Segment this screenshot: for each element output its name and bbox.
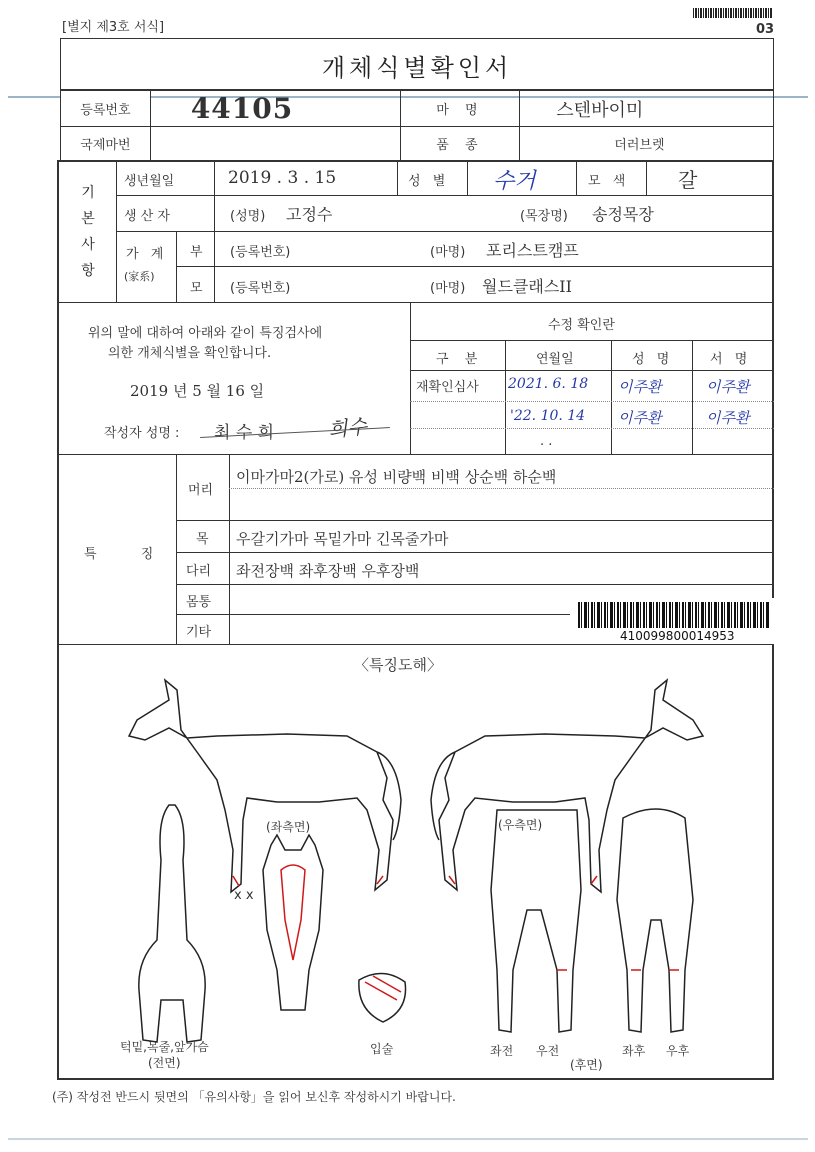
right-front-label: 우전 bbox=[536, 1044, 560, 1058]
writer-signature: 희수 bbox=[327, 414, 368, 442]
front-caption: 턱밑,목줄,앞가슴 bbox=[120, 1040, 209, 1054]
left-front-label: 좌전 bbox=[490, 1044, 514, 1058]
dam-value: 월드클래스II bbox=[482, 277, 572, 296]
breed-label: 품 종 bbox=[400, 127, 520, 161]
body-label: 몸통 bbox=[186, 595, 212, 610]
statement-line2: 의한 개체식별을 확인합니다. bbox=[108, 346, 272, 361]
left-hind-label: 좌후 bbox=[622, 1044, 646, 1058]
head-label: 머리 bbox=[188, 483, 214, 498]
horse-name-cell bbox=[520, 91, 774, 127]
amend-row1-type: 재확인심사 bbox=[416, 380, 479, 395]
right-hind-label: 우후 bbox=[666, 1044, 690, 1058]
amend-row2-name: 이주환 bbox=[618, 409, 662, 427]
barcode-number: 410099800014953 bbox=[620, 629, 735, 643]
head-marks: x x bbox=[234, 888, 254, 903]
writer-name: 최 수 희 bbox=[214, 423, 275, 443]
front-legs-view bbox=[491, 810, 581, 1032]
head-value: 이마가마2(가로) 유성 비량백 비백 상순백 하순백 bbox=[236, 468, 557, 486]
reg-no-cell bbox=[150, 91, 400, 127]
legs-label: 다리 bbox=[186, 564, 212, 579]
top-barcode bbox=[693, 8, 773, 18]
amend-row1-name: 이주환 bbox=[618, 378, 662, 396]
reg-no-value: 44105 bbox=[190, 92, 294, 125]
amend-row2-date: '22. 10. 14 bbox=[510, 408, 586, 424]
birth-value: 2019 . 3 . 15 bbox=[228, 168, 337, 188]
reg-no-label: 등록번호 bbox=[61, 91, 151, 127]
basic-section-label: 기본사항 bbox=[81, 185, 95, 279]
other-label: 기타 bbox=[186, 625, 212, 640]
amend-row3-date: . . bbox=[540, 434, 553, 449]
intl-no-value bbox=[150, 127, 400, 161]
lineage-label: 가 계 bbox=[126, 247, 168, 262]
right-side-label: (우측면) bbox=[498, 818, 543, 832]
breeder-name-label: (성명) bbox=[230, 209, 266, 224]
head-front-view bbox=[263, 835, 323, 1010]
col-date: 연월일 bbox=[536, 352, 574, 367]
front-view-label: (전면) bbox=[148, 1056, 181, 1070]
sire-value: 포리스트캠프 bbox=[486, 241, 579, 260]
diagram-title: 〈특징도해〉 bbox=[354, 656, 442, 674]
neck-value: 우갈기가마 목밑가마 긴목줄가마 bbox=[236, 530, 449, 548]
lineage-hanja: (家系) bbox=[124, 270, 155, 283]
barcode bbox=[578, 602, 770, 628]
amend-row1-sign: 이주환 bbox=[706, 378, 750, 396]
lips-label: 입술 bbox=[370, 1042, 394, 1056]
footer-note: (주) 작성전 반드시 뒷면의 「유의사항」을 읽어 보신후 작성하시기 바랍니다. bbox=[52, 1090, 456, 1104]
breeder-name-value: 고정수 bbox=[286, 205, 333, 224]
rear-view-label: (후면) bbox=[570, 1058, 603, 1072]
left-side-label: (좌측면) bbox=[266, 820, 311, 834]
statement-line1: 위의 말에 대하여 아래와 같이 특징검사에 bbox=[88, 326, 323, 341]
color-value: 갈 bbox=[678, 168, 698, 192]
breed-cell bbox=[520, 127, 774, 161]
form-label: [별지 제3호 서식] bbox=[62, 20, 165, 35]
color-label: 모 색 bbox=[588, 174, 630, 189]
amend-row2-sign: 이주환 bbox=[706, 409, 750, 427]
breed-value: 더러브렛 bbox=[614, 138, 665, 153]
birth-label: 생년월일 bbox=[124, 174, 175, 189]
dam-name-label: (마명) bbox=[430, 281, 466, 296]
farm-label: (목장명) bbox=[520, 209, 568, 224]
horse-name-label: 마 명 bbox=[400, 91, 520, 127]
dam-label: 모 bbox=[190, 281, 203, 296]
horse-name-value: 스텐바이미 bbox=[556, 99, 644, 121]
left-side-horse bbox=[129, 680, 393, 892]
horse-diagram bbox=[57, 670, 774, 1070]
rear-view bbox=[617, 809, 693, 1032]
sex-label: 성 별 bbox=[408, 174, 450, 189]
sire-name-label: (마명) bbox=[430, 245, 466, 260]
amend-row1-date: 2021. 6. 18 bbox=[508, 376, 589, 392]
page-title: 개체식별확인서 bbox=[321, 54, 513, 82]
amend-title: 수정 확인란 bbox=[548, 318, 615, 333]
sire-reg-label: (등록번호) bbox=[230, 245, 291, 260]
front-neck-view bbox=[139, 805, 205, 1042]
top-table bbox=[60, 90, 774, 161]
col-name: 성 명 bbox=[632, 352, 674, 367]
features-label: 특 징 bbox=[84, 547, 174, 562]
dam-reg-label: (등록번호) bbox=[230, 281, 291, 296]
sex-value: 수거 bbox=[493, 169, 536, 194]
breeder-label: 생 산 자 bbox=[124, 209, 170, 224]
intl-no-label: 국제마번 bbox=[61, 127, 151, 161]
col-sign: 서 명 bbox=[710, 352, 752, 367]
confirm-date: 2019 년 5 월 16 일 bbox=[130, 382, 265, 400]
legs-value: 좌전장백 좌후장백 우후장백 bbox=[236, 562, 420, 580]
bottom-scan-line bbox=[8, 1138, 808, 1140]
col-type: 구 분 bbox=[436, 352, 484, 367]
page-number: 03 bbox=[756, 22, 775, 37]
sire-label: 부 bbox=[190, 245, 203, 260]
writer-label: 작성자 성명 : bbox=[104, 426, 180, 441]
neck-label: 목 bbox=[196, 532, 209, 547]
farm-value: 송정목장 bbox=[592, 205, 654, 224]
right-side-horse bbox=[439, 680, 703, 892]
